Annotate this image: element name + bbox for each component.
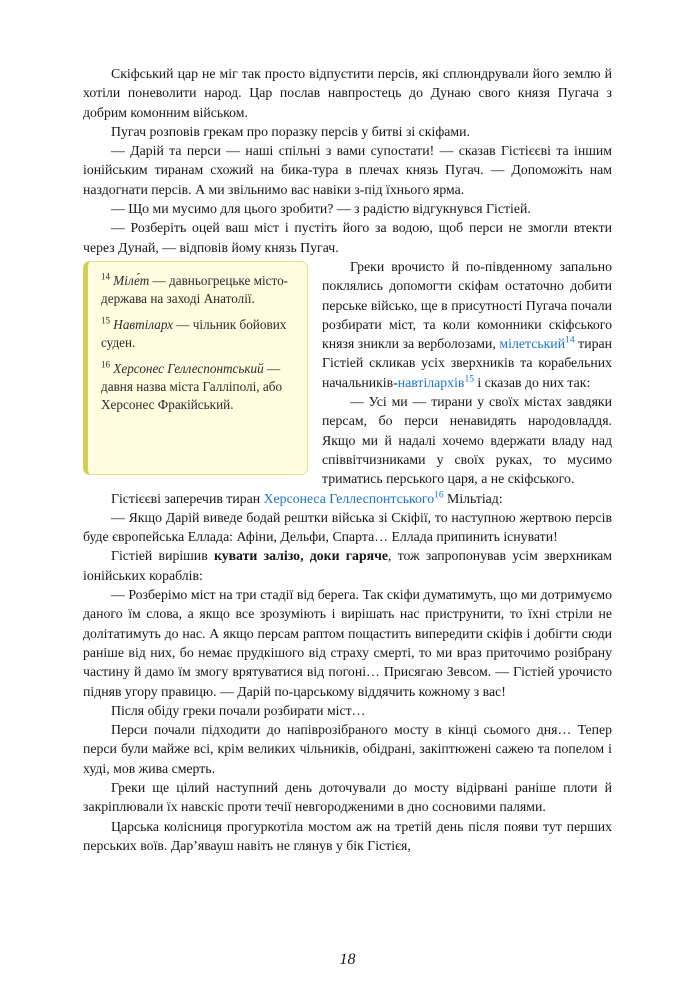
body-text: і сказав до них так:	[473, 374, 591, 390]
footnote-ref-16[interactable]: 16	[434, 489, 444, 500]
paragraph	[83, 701, 612, 720]
chersonese-link[interactable]: Херсонеса Геллеспонтського	[263, 490, 435, 506]
body-text: Мільтіад:	[443, 490, 503, 506]
body-text: Перси почали підходити до напіврозібраного мосту в кінці сьомого дня… Тепер перси були майже всі, крім великих чільників, обідрані, закіптюжені сажею та попелом і худі, мов жива смерть.	[83, 722, 612, 776]
body-text: — Дарій та перси — наші спільні з вами супостати! — сказав Гістієєві та іншим іонійським тиранам схожий на бика-тура в плечах князь Пугач. — Допоможіть нам наздогнати персів. А ми звільнимо вас навіки з-під їхнього ярма.	[83, 143, 612, 197]
miletsky-link[interactable]: мілетський	[499, 336, 566, 352]
paragraph	[83, 508, 612, 547]
paragraph	[83, 141, 612, 199]
footnote-number: 15	[101, 315, 110, 326]
paragraph	[83, 218, 612, 257]
body-text: — Усі ми — тирани у своїх містах завдяки персам, бо перси ненавидять народовладдя. Якщо ми й надалі хочемо вдержати владу над співвітчизниками у своїх руках, то мусимо триматись перського царя, а не скіфського.	[322, 394, 612, 487]
body-text: Царська колісниця прогуркотіла мостом аж на третій день після появи тут перших перських воїв. Дар’явауш навіть не глянув у бік Гістієя,	[83, 818, 612, 853]
page-number: 18	[339, 951, 356, 968]
footnote-number: 16	[101, 359, 110, 370]
paragraph	[83, 778, 612, 817]
paragraph	[83, 817, 612, 856]
body-text: — Що ми мусимо для цього зробити? — з радістю відгукнувся Гістіей.	[111, 201, 531, 217]
body-text: — Розберімо міст на три стадії від берега. Так скіфи думатимуть, що ми дотримуємо даного їм слова, а якщо все зрозуміють і вирішать нас приструнити, то їхні стріли не долітатимуть до нас. А якщо персам раптом пощастить випередити скіфів і добігти сюди раніше від них, бо немає прудкішого від страху смерті, то ми враз приточимо розібрану частину й дамо їм змогу врятуватися від погоні… Присягаю Зевсом. — Гістіей урочисто підняв угору правицю. — Дарій по-царському віддячить кожному з вас!	[83, 587, 612, 699]
footnote-ref-14[interactable]: 14	[565, 335, 575, 346]
body-text: Скіфський цар не міг так просто відпустити персів, які сплюндрували його землю й хотіли поневолити народ. Цар послав навпростець до Дунаю свого князя Пугача з добрим комонним військом.	[83, 66, 612, 120]
footnote	[101, 272, 294, 307]
body-text: Греки врочисто й по-південному запально поклялись допомогти скіфам остаточно добити перське військо, ще в присутності Пугача почали розбирати міст, та коли комонники скіфського князя зникли за верболозами,	[322, 258, 612, 352]
paragraph	[83, 64, 612, 122]
text-column	[83, 64, 612, 950]
body-text: , тож запропонував усім зверхникам іонійських кораблів:	[83, 548, 612, 583]
body-text: Гістіей вирішив	[111, 548, 214, 564]
footnote-ref-15[interactable]: 15	[464, 374, 474, 385]
footnote	[101, 316, 294, 351]
footnote-definition: — давня назва міста Галліполі, або Херсонес Фракійський.	[101, 361, 283, 412]
body-text: тиран Гістіей скликав усіх зверхників та корабельних начальників-	[322, 336, 612, 390]
footnote-term: Навтіларх	[110, 317, 174, 333]
footnote-number: 14	[101, 271, 110, 282]
body-text: Гістієєві заперечив тиран	[111, 490, 264, 506]
body-text: — Якщо Дарій виведе бодай рештки війська зі Скіфії, то наступною жертвою персів буде європейська Еллада: Афіни, Дельфи, Спарта… Еллада припинить існувати!	[83, 509, 612, 545]
footnote-definition: — давньогрецьке місто-держава на заході Анатолії.	[101, 272, 289, 306]
paragraph	[83, 546, 612, 585]
paragraph	[83, 585, 612, 701]
paragraph	[83, 199, 612, 218]
body-text: Греки ще цілий наступний день доточували до мосту відірвані раніше плоти й закріплювали їх навскіс проти течії невгородженими в дно сосновими палями.	[83, 779, 612, 815]
footnote-box	[83, 261, 308, 475]
footnote	[101, 360, 294, 413]
paragraph	[83, 720, 612, 778]
footnote-definition: — чільник бойових суден.	[101, 317, 287, 350]
paragraph	[83, 489, 612, 508]
body-text: — Розберіть оцей ваш міст і пустіть його за водою, щоб перси не змогли втекти через Дунай, — відповів йому князь Пугач.	[83, 220, 612, 255]
paragraph	[83, 122, 612, 141]
body-text: Після обіду греки почали розбирати міст…	[111, 702, 366, 718]
body-text: Пугач розповів грекам про поразку персів у битві зі скіфами.	[111, 123, 470, 139]
navtilarhiv-link[interactable]: навтілархів	[397, 374, 465, 390]
footnote-term: Херсонес Геллеспонтський	[110, 361, 264, 377]
emphasis-text: кувати залізо, доки гаряче	[213, 548, 388, 564]
footnote-term: Міле́т	[110, 272, 150, 288]
